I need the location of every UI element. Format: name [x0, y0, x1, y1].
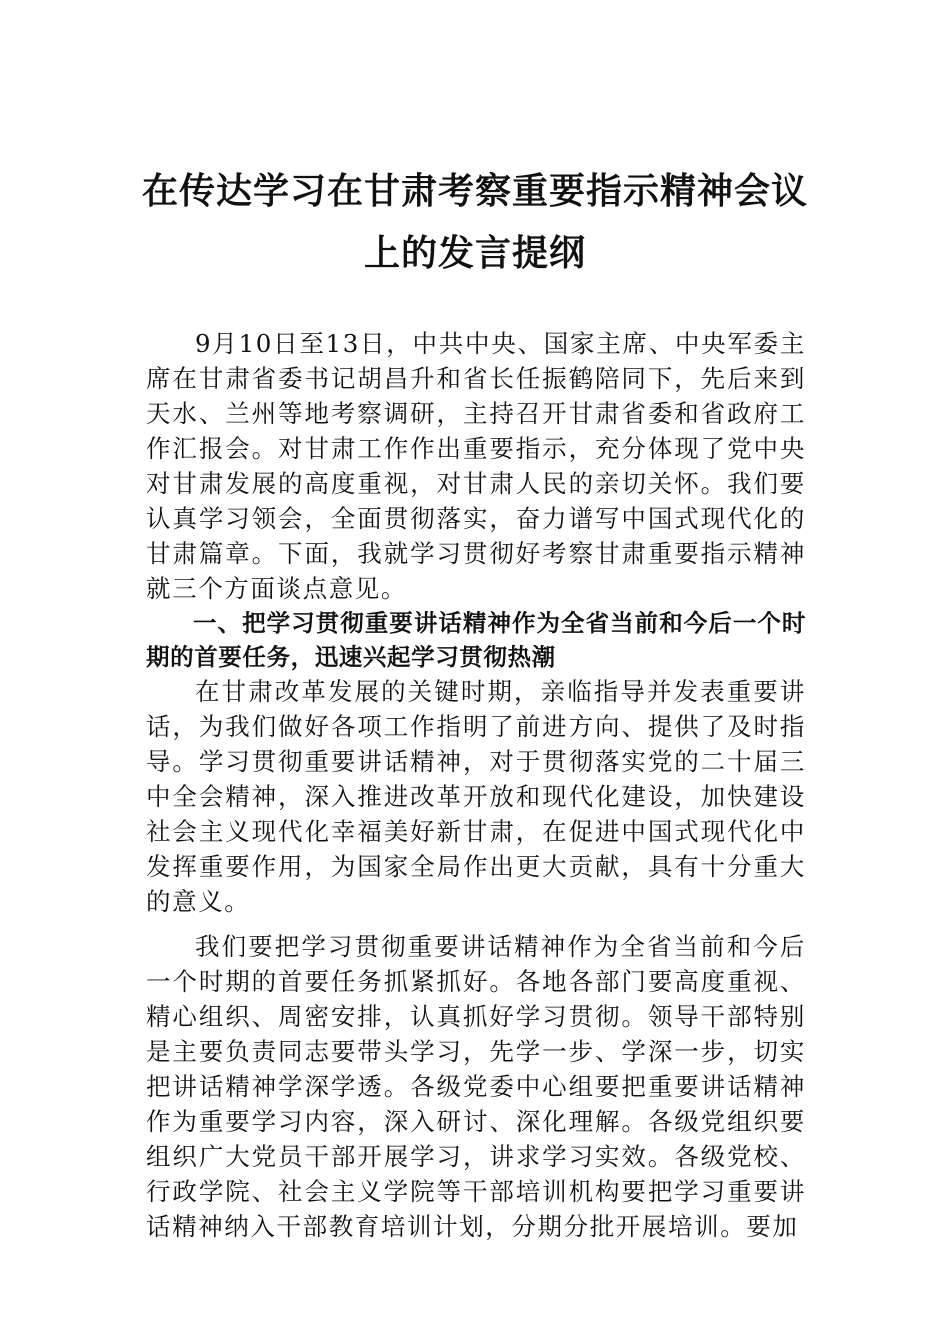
title-line-2: 上的发言提纲	[363, 232, 586, 274]
paragraph-gap	[146, 919, 806, 929]
title-line-1: 在传达学习在甘肃考察重要指示精神会议	[141, 170, 808, 212]
body-paragraph-2: 我们要把学习贯彻重要讲话精神作为全省当前和今后一个时期的首要任务抓紧抓好。各地各部门要高度重视、精心组织、周密安排，认真抓好学习贯彻。领导干部特别是主要负责同志要带头学习，先学一步、学深一步，切实把讲话精神学深学透。各级党委中心组要把重要讲话精神作为重要学习内容，深入研讨、深化理解。各级党组织要组织广大党员干部开展学习，讲求学习实效。各级党校、行政学院、社会主义学院等干部培训机构要把学习重要讲话精神纳入干部教育培训计划，分期分批开展培训。要加	[146, 932, 806, 1241]
body-paragraph-1: 在甘肃改革发展的关键时期，亲临指导并发表重要讲话，为我们做好各项工作指明了前进方向、提供了及时指导。学习贯彻重要讲话精神，对于贯彻落实党的二十届三中全会精神，深入推进改革开放和现代化建设，加快建设社会主义现代化幸福美好新甘肃，在促进中国式现代化中发挥重要作用，为国家全局作出更大贡献，具有十分重大的意义。	[146, 677, 806, 916]
intro-paragraph: 9月10日至13日，中共中央、国家主席、中央军委主席在甘肃省委书记胡昌升和省长任振鹤陪同下，先后来到天水、兰州等地考察调研，主持召开甘肃省委和省政府工作汇报会。对甘肃工作作出重要指示，充分体现了党中央对甘肃发展的高度重视，对甘肃人民的亲切关怀。我们要认真学习领会，全面贯彻落实，奋力谱写中国式现代化的甘肃篇章。下面，我就学习贯彻好考察甘肃重要指示精神就三个方面谈点意见。	[146, 329, 806, 603]
document-title	[140, 160, 810, 284]
section-heading-1: 一、把学习贯彻重要讲话精神作为全省当前和今后一个时期的首要任务，迅速兴起学习贯彻热潮	[146, 609, 806, 671]
document-body	[146, 326, 806, 1244]
